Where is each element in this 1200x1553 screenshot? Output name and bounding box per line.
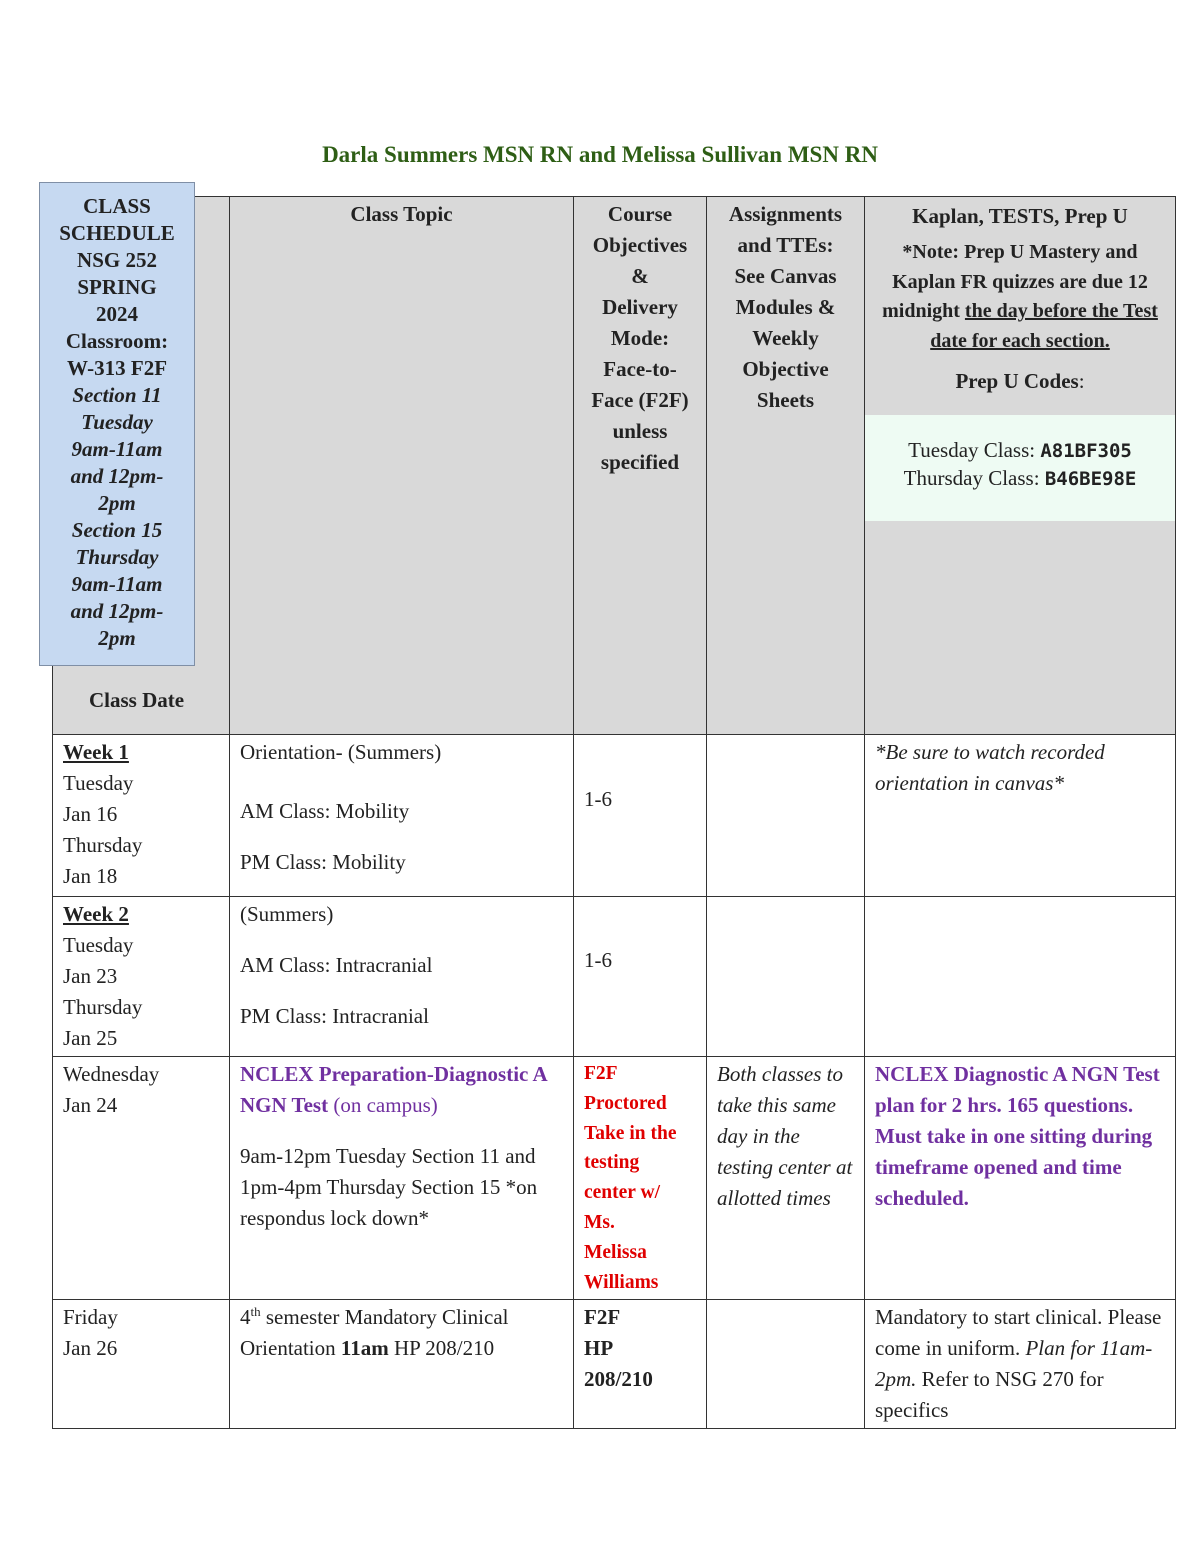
column-header-class-date: Class Date	[53, 197, 230, 735]
prep-u-note: *Note: Prep U Mastery and Kaplan FR quizzes are due 12 midnight the day before the Test date for each section.	[882, 241, 1158, 352]
topic-cell: 4th semester Mandatory Clinical Orientation 11am HP 208/210	[230, 1300, 574, 1429]
column-header-class-topic: Class Topic	[230, 197, 574, 735]
topic-cell: (Summers) AM Class: Intracranial PM Class: Intracranial	[230, 897, 574, 1057]
objectives-cell: F2F Proctored Take in the testing center w/ Ms. Melissa Williams	[574, 1057, 707, 1300]
prep-u-codes-label: Prep U Codes:	[955, 369, 1085, 393]
kaplan-cell: Mandatory to start clinical. Please come in uniform. Plan for 11am-2pm. Refer to NSG 270 for specifics	[865, 1300, 1176, 1429]
column-header-assignments: Assignments and TTEs: See Canvas Modules & Weekly Objective Sheets	[707, 197, 865, 735]
objectives-cell: 1-6	[574, 735, 707, 897]
assignments-cell	[707, 735, 865, 897]
date-cell: Wednesday Jan 24	[53, 1057, 230, 1300]
date-cell: Week 1 Tuesday Jan 16 Thursday Jan 18	[53, 735, 230, 897]
date-cell: Friday Jan 26	[53, 1300, 230, 1429]
topic-cell: NCLEX Preparation-Diagnostic A NGN Test (on campus) 9am-12pm Tuesday Section 11 and 1pm-4pm Thursday Section 15 *on respondus lock down*	[230, 1057, 574, 1300]
objectives-cell: 1-6	[574, 897, 707, 1057]
assignments-cell	[707, 897, 865, 1057]
prep-u-codes-box	[865, 415, 1175, 521]
thursday-code: Thursday Class: B46BE98E	[903, 466, 1137, 490]
table-header-row	[53, 197, 1176, 735]
page-title: Darla Summers MSN RN and Melissa Sullivan MSN RN	[322, 142, 878, 167]
assignments-cell: Both classes to take this same day in the testing center at allotted times	[707, 1057, 865, 1300]
class-schedule-table	[52, 196, 1176, 1429]
objectives-cell: F2F HP 208/210	[574, 1300, 707, 1429]
column-header-course-objectives: Course Objectives & Delivery Mode: Face-to- Face (F2F) unless specified	[574, 197, 707, 735]
table-row-week-2	[53, 897, 1176, 1057]
column-header-kaplan: Kaplan, TESTS, Prep U *Note: Prep U Mastery and Kaplan FR quizzes are due 12 midnight the day before the Test date for each section. Prep U Codes: Tuesday Class: A81BF305 Thursday Class: B46BE98E	[865, 197, 1176, 735]
assignments-cell	[707, 1300, 865, 1429]
kaplan-cell: *Be sure to watch recorded orientation in canvas*	[865, 735, 1176, 897]
table-row-week-1	[53, 735, 1176, 897]
table-row-nclex	[53, 1057, 1176, 1300]
kaplan-cell: NCLEX Diagnostic A NGN Test plan for 2 hrs. 165 questions. Must take in one sitting during timeframe opened and time scheduled.	[865, 1057, 1176, 1300]
topic-cell: Orientation- (Summers) AM Class: Mobility PM Class: Mobility	[230, 735, 574, 897]
kaplan-cell	[865, 897, 1176, 1057]
table-row-clinical	[53, 1300, 1176, 1429]
date-cell: Week 2 Tuesday Jan 23 Thursday Jan 25	[53, 897, 230, 1057]
class-schedule-badge: CLASS SCHEDULE NSG 252 SPRING 2024 Classroom: W-313 F2F Section 11 Tuesday 9am-11am and 12pm- 2pm Section 15 Thursday 9am-11am and 12pm- 2pm	[39, 182, 195, 666]
tuesday-code: Tuesday Class: A81BF305	[908, 438, 1132, 462]
